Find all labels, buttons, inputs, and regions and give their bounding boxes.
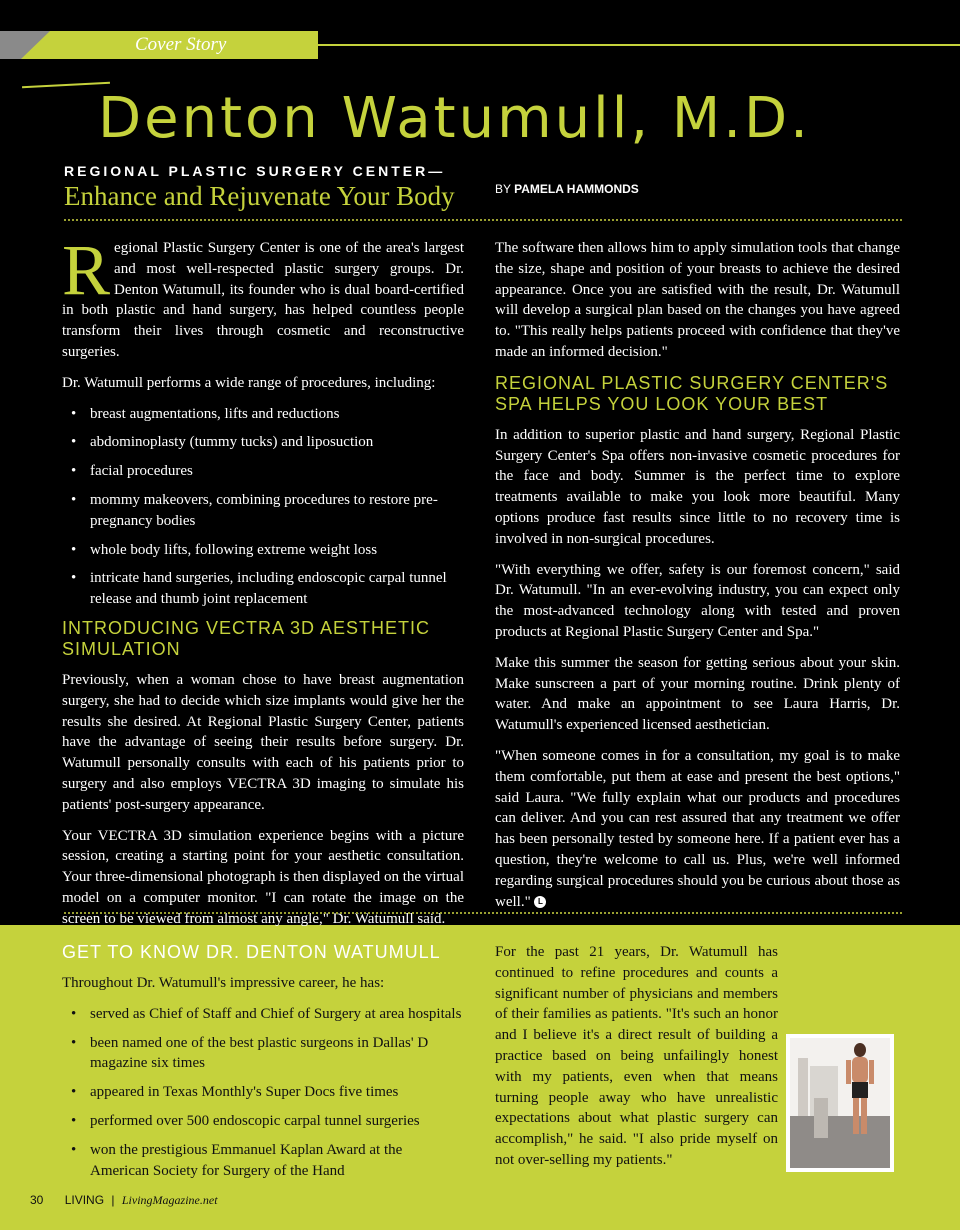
end-mark-icon: L (534, 896, 546, 908)
dotted-divider-top (64, 219, 902, 221)
section-rule (318, 44, 960, 46)
byline-prefix: BY (495, 182, 511, 196)
list-item: • performed over 500 endoscopic carpal tunnel surgeries (62, 1111, 464, 1132)
procedures-list (62, 404, 464, 610)
website-link[interactable]: LivingMagazine.net (121, 1193, 218, 1207)
dotted-divider-bottom (64, 912, 902, 914)
list-item: • whole body lifts, following extreme weight loss (62, 540, 464, 561)
spa-heading: REGIONAL PLASTIC SURGERY CENTER'S SPA HELPS YOU LOOK YOUR BEST (495, 372, 889, 414)
photo-scene (790, 1038, 890, 1168)
article-title: Denton Watumull, M.D. (98, 86, 811, 151)
list-item: • facial procedures (62, 461, 464, 482)
list-item: • intricate hand surgeries, including endoscopic carpal tunnel release and thumb joint replacement (62, 568, 464, 610)
byline (495, 182, 639, 196)
sidebar-left (62, 942, 464, 1189)
photo-illustration (790, 1038, 890, 1168)
byline-author: PAMELA HAMMONDS (514, 182, 639, 196)
right-column (495, 238, 900, 922)
list-item: • been named one of the best plastic surgeons in Dallas' D magazine six times (62, 1033, 464, 1075)
list-item: • mommy makeovers, combining procedures to restore pre-pregnancy bodies (62, 490, 464, 532)
software-paragraph: The software then allows him to apply simulation tools that change the size, shape and position of your breasts to achieve the desired appearance. Once you are satisfied with the result, Dr. Watumull will develop a surgical plan based on the changes you have agreed to. "This really helps patients proceed with confidence that they've made an informed decision." (495, 240, 900, 360)
career-list (62, 1004, 464, 1182)
list-item: • appeared in Texas Monthly's Super Docs five times (62, 1082, 464, 1103)
list-item: • served as Chief of Staff and Chief of Surgery at area hospitals (62, 1004, 464, 1025)
page-number: 30 (30, 1193, 44, 1207)
vectra-heading: INTRODUCING VECTRA 3D AESTHETIC SIMULATION (62, 617, 431, 659)
spa-quote-text: "When someone comes in for a consultation, my goal is to make them comfortable, put them at ease and present the best options," said Laura. "We fully explain what our products and procedures can deliver. And you can rest assured that any treatment we offer has been personally tested by someone here. If a patient ever has a question, they're welcome to call us. Plus, we're well informed regarding surgical procedures should you be curious about those as well." (495, 747, 900, 910)
list-item: • abdominoplasty (tummy tucks) and liposuction (62, 432, 464, 453)
procedures-intro: Dr. Watumull performs a wide range of procedures, including: (62, 374, 436, 391)
footer-separator: | (111, 1193, 115, 1207)
vectra-paragraph-1: Previously, when a woman chose to have breast augmentation surgery, she had to decide which size implants would give her the results she desired. At Regional Plastic Surgery Center, patients have the advantage of seeing their results before surgery. Dr. Watumull personally consults with each of his patients prior to surgery and also employs VECTRA 3D imaging to simulate his patients' post-surgery appearance. (62, 671, 464, 813)
drop-cap: R (62, 230, 111, 310)
spa-paragraph-4 (495, 746, 900, 912)
article-kicker: REGIONAL PLASTIC SURGERY CENTER— (64, 163, 446, 179)
list-item: • breast augmentations, lifts and reductions (62, 404, 464, 425)
sidebar-intro: Throughout Dr. Watumull's impressive career, he has: (62, 975, 385, 991)
page-footer (30, 1193, 218, 1208)
section-label: Cover Story (135, 34, 227, 55)
article-subtitle: Enhance and Rejuvenate Your Body (64, 181, 455, 211)
sidebar-heading: GET TO KNOW DR. DENTON WATUMULL (62, 942, 441, 962)
sidebar-paragraph: For the past 21 years, Dr. Watumull has continued to refine procedures and counts a significant number of physicians and members of their families as patients. "It's such an honor and I believe it's a direct result of building a practice based on being unfailingly honest with my patients, even when that means turning people away who have unrealistic expectations about what plastic surgery can accomplish," he said. "I also pride myself on not over-selling my patients." (495, 944, 778, 1168)
vectra-paragraph-2: Your VECTRA 3D simulation experience begins with a picture session, creating a starting point for your aesthetic consultation. Your three-dimensional photograph is then displayed on the virtual model on a computer monitor. "I can rotate the image on the screen to be viewed from almost any angle," Dr. Watumull said. (62, 827, 464, 927)
spa-paragraph-1: In addition to superior plastic and hand surgery, Regional Plastic Surgery Center's Spa offers non-invasive cosmetic procedures for the face and body. Summer is the perfect time to explore treatments available to make you look more beautiful. Many options produce fast results since little to no recovery time is involved in non-surgical procedures. (495, 426, 900, 547)
intro-text: egional Plastic Surgery Center is one of the area's largest and most well-respected plastic surgery groups. Dr. Denton Watumull, its founder who is dual board-certified in both plastic and hand surgery, has helped countless people transform their lives through cosmetic and reconstructive surgeries. (62, 240, 464, 360)
spa-paragraph-2: "With everything we offer, safety is our foremost concern," said Dr. Watumull. "In an ever-evolving industry, you can expect only the most-advanced technology along with tested and proven products at Regional Plastic Surgery Center and Spa." (495, 561, 900, 640)
intro-paragraph (62, 230, 464, 363)
left-column (62, 230, 464, 940)
patient-photo (786, 1034, 894, 1172)
magazine-name: LIVING (64, 1193, 105, 1207)
list-item: • won the prestigious Emmanuel Kaplan Award at the American Society for Surgery of the Hand (62, 1140, 464, 1182)
spa-paragraph-3: Make this summer the season for getting serious about your skin. Make sunscreen a part of your morning routine. Drink plenty of water. And make an appointment to see Laura Harris, Dr. Watumull's experienced licensed aesthetician. (495, 654, 900, 734)
